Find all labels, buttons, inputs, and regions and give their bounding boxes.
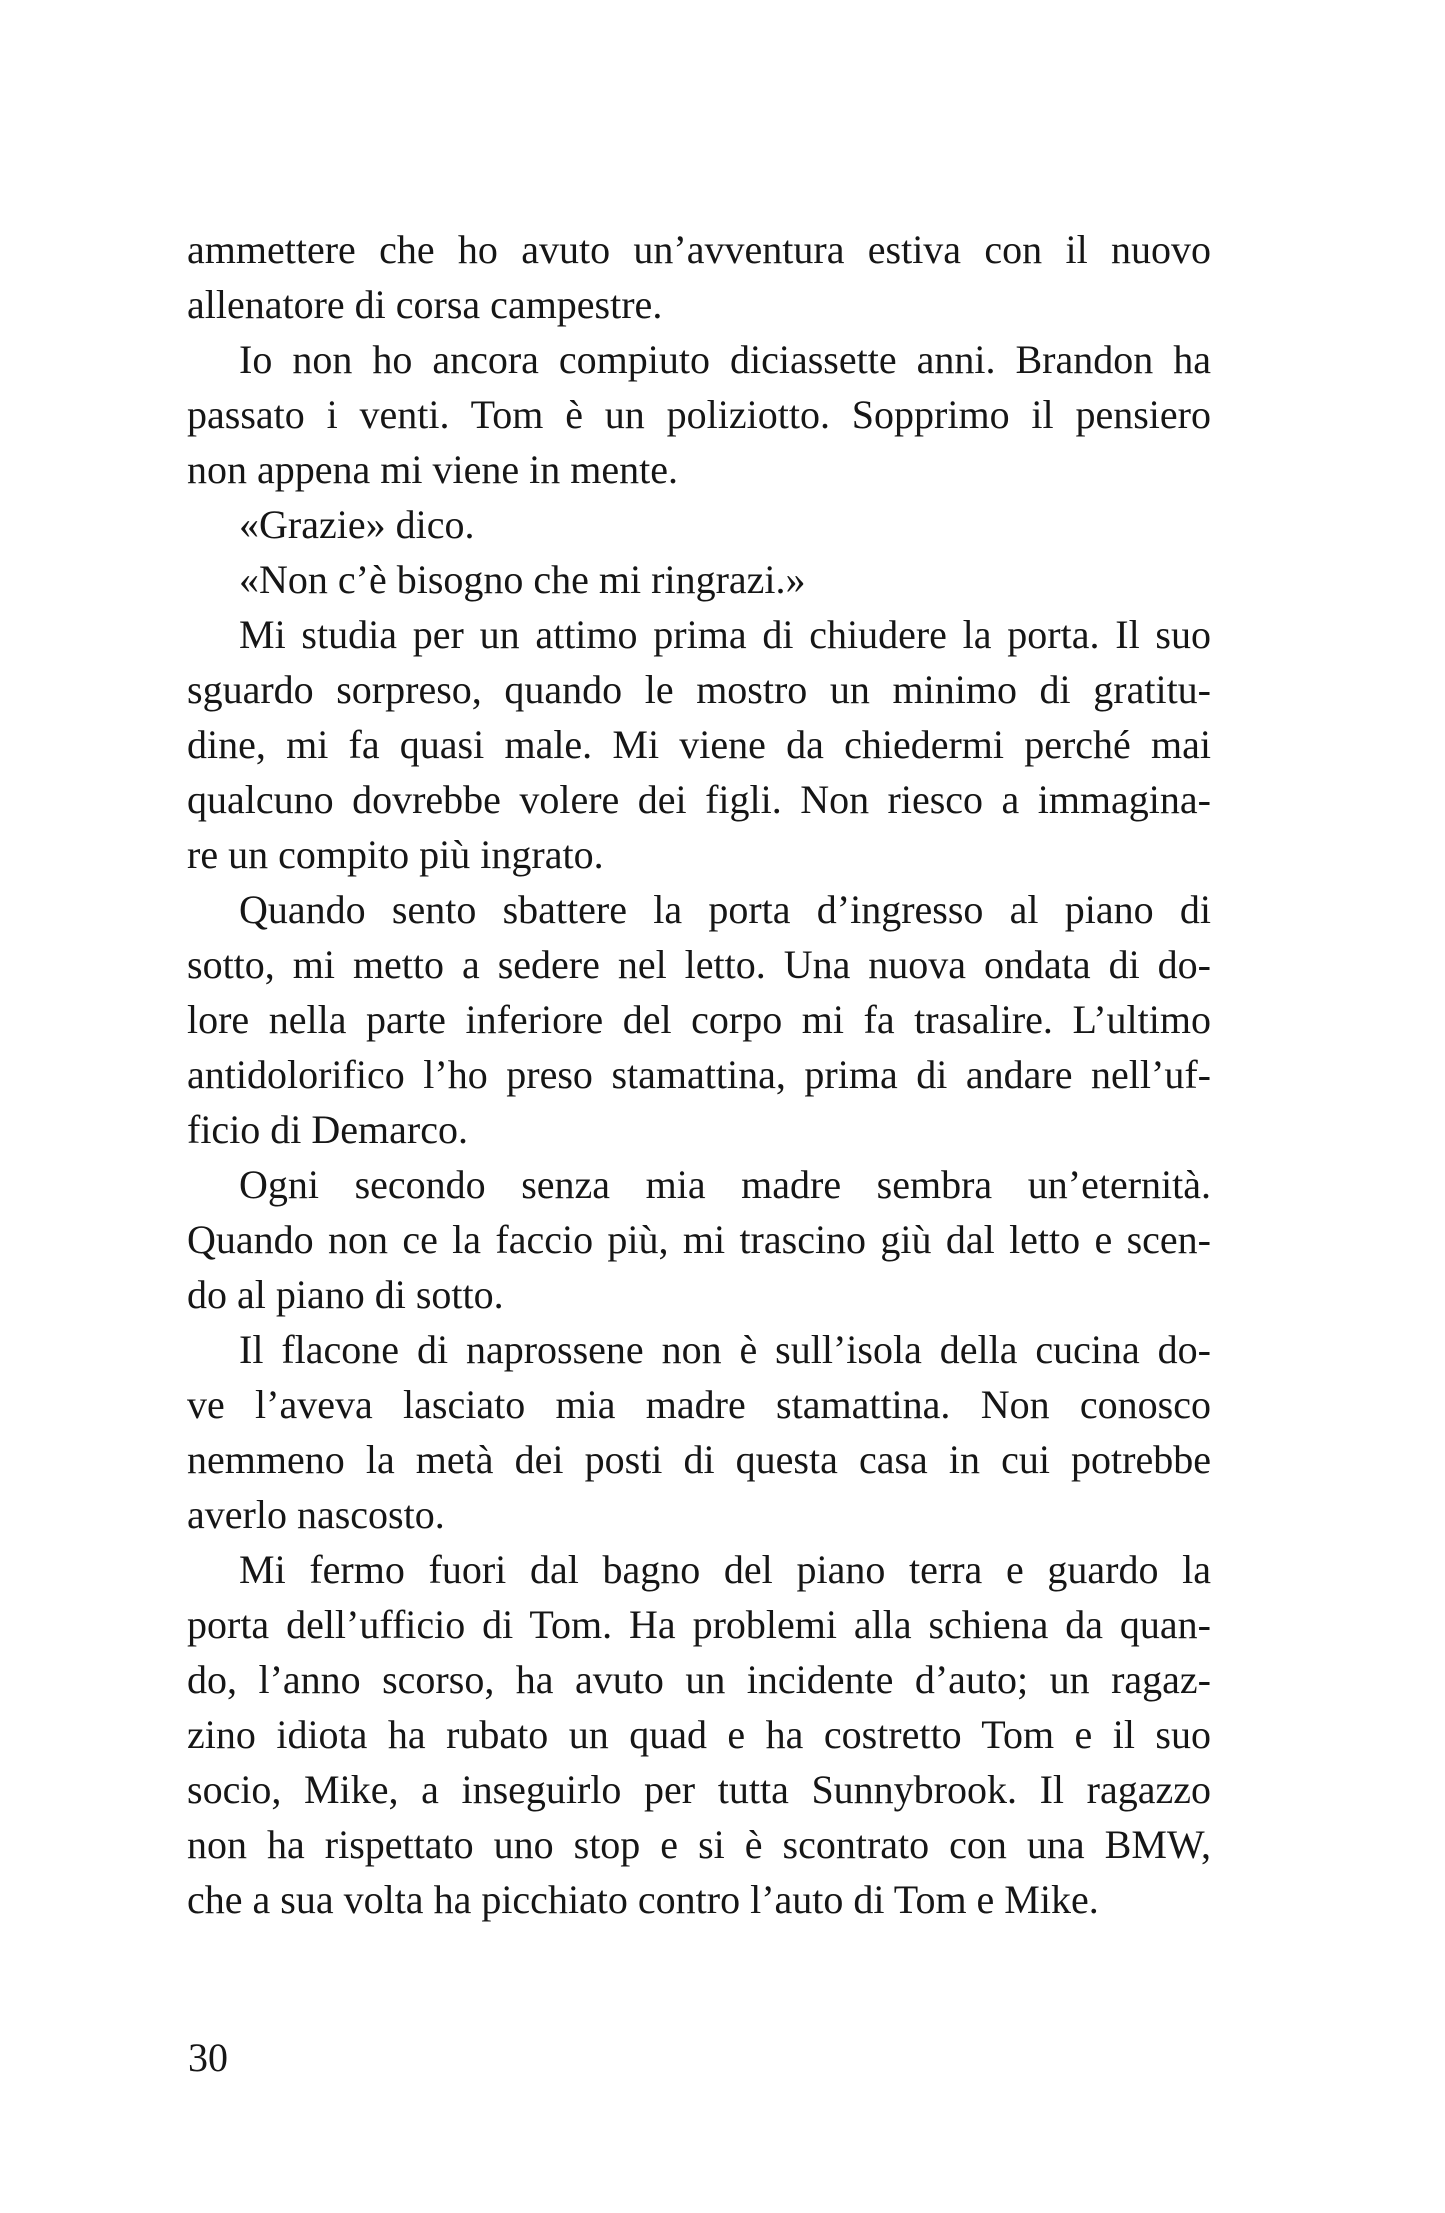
text-line: ve l’aveva lasciato mia madre stamattina. Non conosco: [187, 1382, 1211, 1427]
text-line: allenatore di corsa campestre.: [187, 282, 663, 327]
text-line: non ha rispettato uno stop e si è scontrato con una BMW,: [187, 1822, 1211, 1867]
paragraph: [187, 222, 1211, 332]
text-line: «Non c’è bisogno che mi ringrazi.»: [239, 557, 806, 602]
paragraph: [187, 1542, 1211, 1927]
text-line: dine, mi fa quasi male. Mi viene da chiedermi perché mai: [187, 722, 1211, 767]
paragraph: [187, 332, 1211, 497]
text-block: [187, 222, 1211, 1927]
page-number: 30: [188, 2035, 228, 2080]
text-line: che a sua volta ha picchiato contro l’auto di Tom e Mike.: [187, 1877, 1099, 1922]
text-line: Io non ho ancora compiuto diciassette anni. Brandon ha: [239, 337, 1211, 382]
text-line: «Grazie» dico.: [239, 502, 475, 547]
text-line: sotto, mi metto a sedere nel letto. Una nuova ondata di do-: [187, 942, 1211, 987]
text-line: averlo nascosto.: [187, 1492, 445, 1537]
text-line: porta dell’ufficio di Tom. Ha problemi alla schiena da quan-: [187, 1602, 1211, 1647]
paragraph: [187, 1157, 1211, 1322]
text-line: Mi studia per un attimo prima di chiudere la porta. Il suo: [239, 612, 1211, 657]
text-line: do, l’anno scorso, ha avuto un incidente d’auto; un ragaz-: [187, 1657, 1211, 1702]
paragraph: [187, 497, 1211, 552]
text-line: Mi fermo fuori dal bagno del piano terra e guardo la: [239, 1547, 1211, 1592]
text-line: qualcuno dovrebbe volere dei figli. Non riesco a immagina-: [187, 777, 1211, 822]
text-line: passato i venti. Tom è un poliziotto. Sopprimo il pensiero: [187, 392, 1211, 437]
paragraph: [187, 1322, 1211, 1542]
text-line: non appena mi viene in mente.: [187, 447, 678, 492]
paragraph: [187, 882, 1211, 1157]
paragraph: [187, 607, 1211, 882]
text-line: ficio di Demarco.: [187, 1107, 468, 1152]
text-line: do al piano di sotto.: [187, 1272, 504, 1317]
text-line: Il flacone di naprossene non è sull’isola della cucina do-: [239, 1327, 1211, 1372]
text-line: nemmeno la metà dei posti di questa casa in cui potrebbe: [187, 1437, 1211, 1482]
text-line: lore nella parte inferiore del corpo mi fa trasalire. L’ultimo: [187, 997, 1211, 1042]
text-line: Quando sento sbattere la porta d’ingresso al piano di: [239, 887, 1211, 932]
text-line: zino idiota ha rubato un quad e ha costretto Tom e il suo: [187, 1712, 1211, 1757]
paragraph: [187, 552, 1211, 607]
text-line: Quando non ce la faccio più, mi trascino giù dal letto e scen-: [187, 1217, 1211, 1262]
text-line: socio, Mike, a inseguirlo per tutta Sunnybrook. Il ragazzo: [187, 1767, 1211, 1812]
text-line: sguardo sorpreso, quando le mostro un minimo di gratitu-: [187, 667, 1211, 712]
text-line: Ogni secondo senza mia madre sembra un’eternità.: [239, 1162, 1211, 1207]
text-line: ammettere che ho avuto un’avventura estiva con il nuovo: [187, 227, 1211, 272]
text-line: re un compito più ingrato.: [187, 832, 604, 877]
text-line: antidolorifico l’ho preso stamattina, prima di andare nell’uf-: [187, 1052, 1211, 1097]
